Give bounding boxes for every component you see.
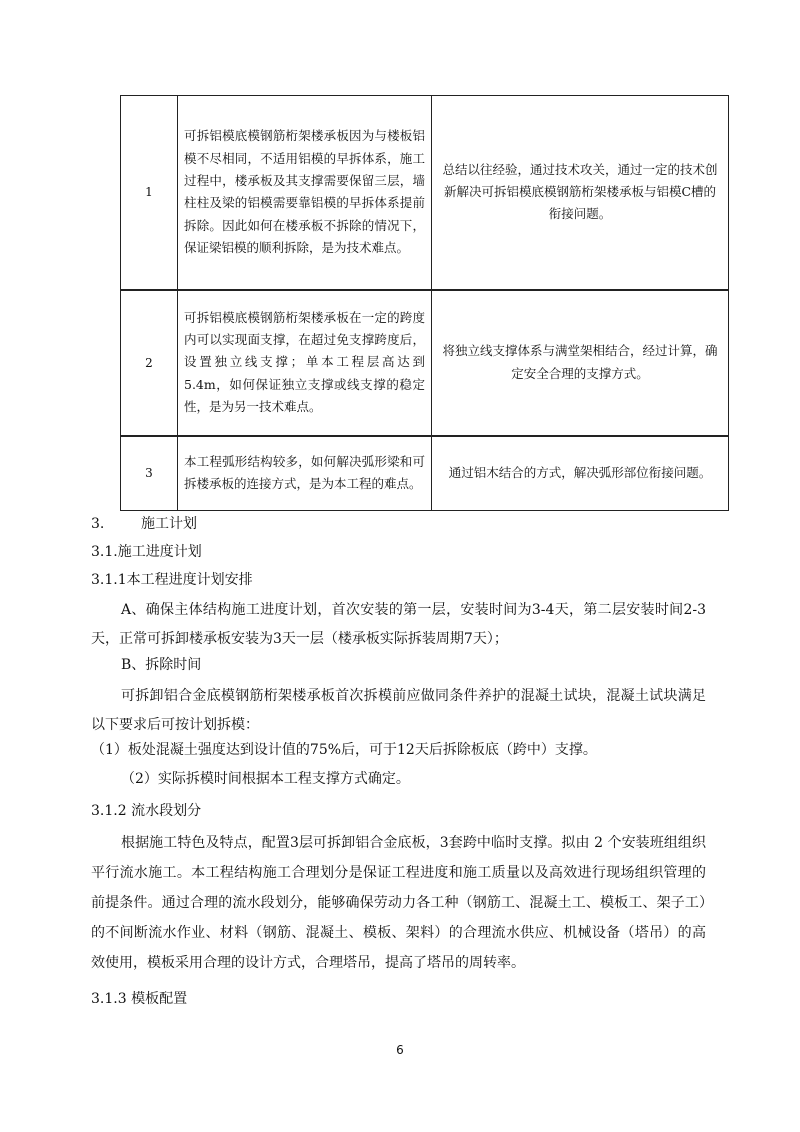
list-item: （1）板处混凝土强度达到设计值的75%后，可于12天后拆除板底（跨中）支撑。: [91, 742, 597, 758]
table-row: [121, 436, 729, 511]
table-row: [121, 290, 729, 436]
solution-description: 通过铝木结合的方式，解决弧形部位衔接问题。: [432, 436, 729, 511]
table-row: [121, 96, 729, 290]
page-number: 6: [396, 1043, 404, 1057]
subsection-heading: 3.1.1本工程进度计划安排: [91, 572, 253, 588]
difficulty-description: 可拆铝模底模钢筋桁架楼承板因为与楼板铝模不尽相同，不适用铝模的早拆体系，施工过程中，楼承板及其支撑需要保留三层，墙柱柱及梁的铝模需要靠铝模的早拆体系提前拆除。因此如何在楼承板不拆除的情况下，保证梁铝模的顺利拆除，是为技术难点。: [178, 96, 432, 290]
paragraph: 根据施工特色及特点，配置3层可拆卸铝合金底板，3套跨中临时支撑。拟由 2 个安装班组组织平行流水施工。本工程结构施工合理划分是保证工程进度和施工质量以及高效进行现场组织管理的前提条件。通过合理的流水段划分，能够确保劳动力各工种（钢筋工、混凝土工、模板工、架子工）的不间断流水作业、材料（钢筋、混凝土、模板、架料）的合理流水供应、机械设备（塔吊）的高效使用，模板采用合理的设计方式，合理塔吊，提高了塔吊的周转率。: [91, 835, 706, 971]
row-number: 2: [121, 290, 178, 436]
technical-difficulty-table: [120, 95, 729, 511]
difficulty-description: 可拆铝模底模钢筋桁架楼承板在一定的跨度内可以实现面支撑，在超过免支撑跨度后，设置独立线支撑；单本工程层高达到5.4m，如何保证独立支撑或线支撑的稳定性，是为另一技术难点。: [178, 290, 432, 436]
subsection-heading: 3.1.2 流水段划分: [91, 803, 202, 819]
difficulty-description: 本工程弧形结构较多，如何解决弧形梁和可拆楼承板的连接方式，是为本工程的难点。: [178, 436, 432, 511]
row-number: 3: [121, 436, 178, 511]
subsection-heading: 3.1.施工进度计划: [91, 544, 202, 560]
paragraph-heading: B、拆除时间: [121, 657, 202, 673]
solution-description: 总结以往经验，通过技术攻关，通过一定的技术创新解决可拆铝模底模钢筋桁架楼承板与铝模C槽的衔接问题。: [432, 96, 729, 290]
section-title: 施工计划: [141, 516, 197, 532]
subsection-heading: 3.1.3 模板配置: [91, 991, 188, 1007]
paragraph: 可拆卸铝合金底模钢筋桁架楼承板首次拆模前应做同条件养护的混凝土试块，混凝土试块满足以下要求后可按计划拆模：: [91, 688, 706, 733]
paragraph: A、确保主体结构施工进度计划，首次安装的第一层，安装时间为3-4天，第二层安装时间2-3天，正常可拆卸楼承板安装为3天一层（楼承板实际拆装周期7天）；: [91, 602, 706, 647]
section-number: 3.: [91, 516, 105, 532]
list-item: （2）实际拆模时间根据本工程支撑方式确定。: [121, 771, 410, 787]
row-number: 1: [121, 96, 178, 290]
solution-description: 将独立线支撑体系与满堂架相结合，经过计算，确定安全合理的支撑方式。: [432, 290, 729, 436]
